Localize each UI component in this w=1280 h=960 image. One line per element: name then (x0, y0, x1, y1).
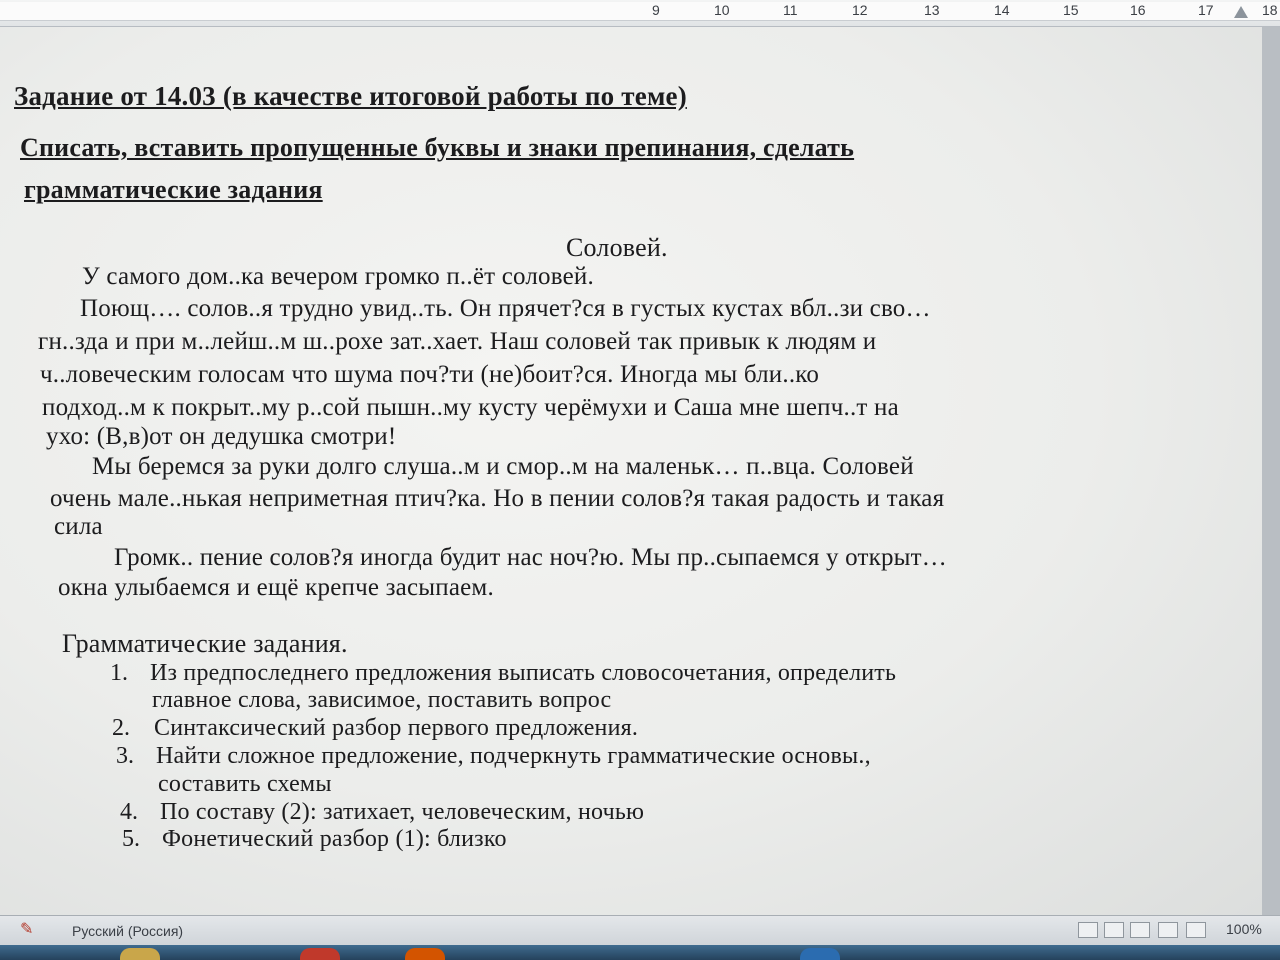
ruler-track (0, 2, 1280, 21)
taskbar-word-icon[interactable] (800, 948, 840, 960)
taskbar (0, 945, 1280, 960)
taskbar-app-icon[interactable] (300, 948, 340, 960)
task-number: 3. (116, 743, 134, 769)
text-line: очень мале..нькая неприметная птич?ка. Но в пении солов?я такая радость и такая (50, 485, 945, 512)
page-edge (1262, 27, 1280, 915)
text-line: Громк.. пение солов?я иногда будит нас ноч?ю. Мы пр..сыпаемся у открыт… (114, 544, 947, 571)
web-layout-view-button[interactable] (1130, 922, 1150, 938)
task-line: составить схемы (158, 771, 332, 797)
taskbar-app-icon[interactable] (120, 948, 160, 960)
language-indicator[interactable]: Русский (Россия) (72, 923, 184, 939)
ruler-tick: 13 (924, 2, 940, 18)
zoom-level[interactable]: 100% (1226, 921, 1262, 937)
right-indent-marker-icon[interactable] (1234, 6, 1248, 18)
ruler-tick: 14 (994, 2, 1010, 18)
task-line: Найти сложное предложение, подчеркнуть грамматические основы., (156, 743, 871, 769)
ruler-tick: 18 (1262, 2, 1278, 18)
ruler-tick: 15 (1063, 2, 1079, 18)
text-line: ч..ловеческим голосам что шума поч?ти (не)боит?ся. Иногда мы бли..ко (40, 361, 820, 388)
text-line: Мы беремся за руки долго слуша..м и смор..м на маленьк… п..вца. Соловей (92, 453, 914, 480)
task-line: Синтаксический разбор первого предложения. (154, 715, 639, 741)
document-page[interactable] (0, 27, 1262, 915)
ruler-tick: 10 (714, 2, 730, 18)
horizontal-ruler[interactable] (0, 0, 1280, 27)
task-line: главное слова, зависимое, поставить вопрос (152, 687, 612, 713)
ruler-tick: 11 (783, 2, 798, 18)
print-layout-view-button[interactable] (1078, 922, 1098, 938)
task-line: По составу (2): затихает, человеческим, ночью (160, 799, 645, 825)
ruler-tick: 17 (1198, 2, 1214, 18)
text-line: подход..м к покрыт..му р..сой пышн..му кусту черёмухи и Саша мне шепч..т на (42, 394, 899, 421)
document-title: Задание от 14.03 (в качестве итоговой работы по теме) (14, 81, 687, 111)
task-number: 1. (110, 660, 128, 686)
text-line: окна улыбаемся и ещё крепче засыпаем. (58, 574, 494, 601)
status-bar (0, 915, 1280, 946)
grammar-heading: Грамматические задания. (62, 629, 348, 658)
task-number: 2. (112, 715, 130, 741)
task-number: 5. (122, 826, 140, 852)
draft-view-button[interactable] (1186, 922, 1206, 938)
task-number: 4. (120, 799, 138, 825)
instruction-line: Списать, вставить пропущенные буквы и знаки препинания, сделать (20, 133, 855, 162)
spelling-check-icon[interactable]: ✎ (20, 921, 34, 938)
task-line: Из предпоследнего предложения выписать словосочетания, определить (150, 660, 897, 686)
taskbar-app-icon[interactable] (405, 948, 445, 960)
ruler-tick: 9 (652, 2, 660, 18)
outline-view-button[interactable] (1158, 922, 1178, 938)
text-heading: Соловей. (566, 233, 668, 262)
text-line: У самого дом..ка вечером громко п..ёт соловей. (82, 263, 594, 290)
full-screen-reading-view-button[interactable] (1104, 922, 1124, 938)
text-line: гн..зда и при м..лейш..м ш..рохе зат..хает. Наш соловей так привык к людям и (38, 328, 877, 355)
task-line: Фонетический разбор (1): близко (162, 826, 507, 852)
ruler-tick: 16 (1130, 2, 1146, 18)
text-line: сила (54, 513, 103, 540)
ruler-tick: 12 (852, 2, 868, 18)
instruction-line: грамматические задания (24, 175, 323, 204)
text-line: ухо: (В,в)от он дедушка смотри! (46, 423, 397, 450)
text-line: Поющ…. солов..я трудно увид..ть. Он прячет?ся в густых кустах вбл..зи сво… (80, 295, 931, 322)
